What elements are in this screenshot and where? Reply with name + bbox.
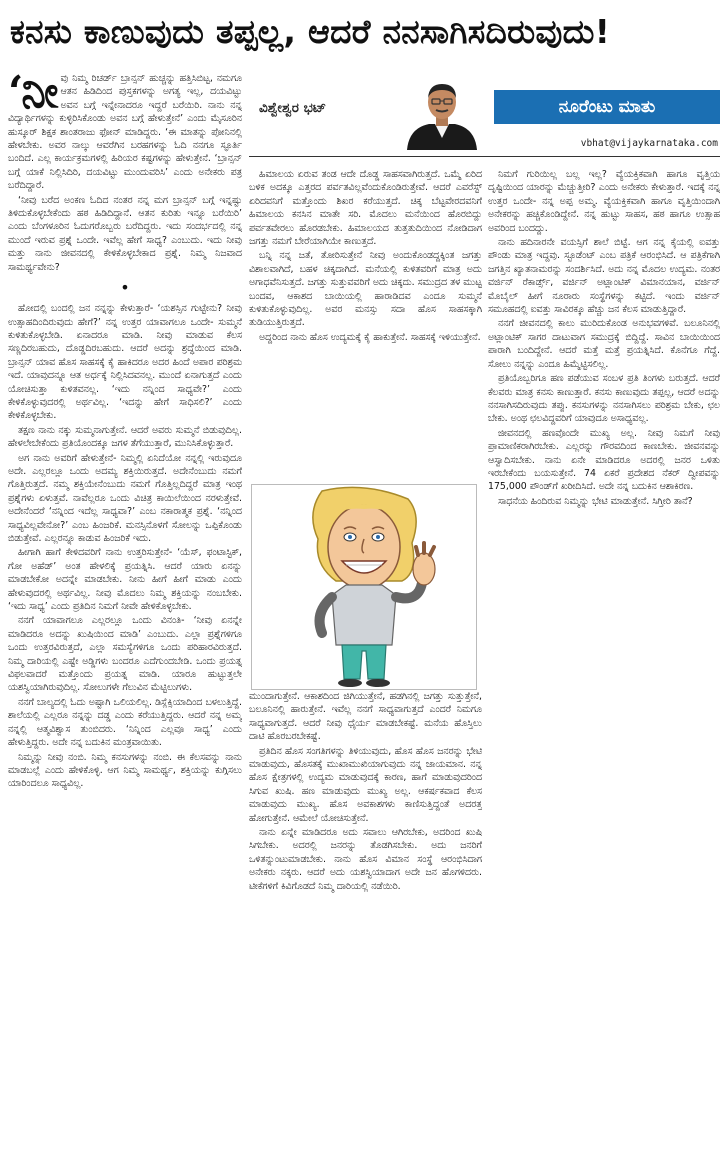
paragraph: ಮುಂದಾಗುತ್ತೇನೆ. ಆಕಾಶದಿಂದ ಜಿಗಿಯುತ್ತೇನೆ, ಹಡಗಿನಲ್ಲಿ ಜಗತ್ತು ಸುತ್ತುತ್ತೇನೆ, ಬಲೂನಿನಲ್ಲಿ ಹಾರುತ್ತೇನೆ. ಇವೆಲ್ಲ ನನಗೆ ಸಾಧ್ಯವಾಗುತ್ತದೆ ಎಂದರೆ ನಿಮಗೂ ಸಾಧ್ಯವಾಗುತ್ತದೆ. ಆದರೆ ನೀವು ಧೈರ್ಯ ಮಾಡಬೇಕಷ್ಟೆ. ಮನೆಯ ಹೊಸ್ತಿಲು ದಾಟಿ ಹೊರಬರಬೇಕಷ್ಟೆ. <box>249 691 482 743</box>
paragraph: ಅಗ ನಾನು ಅವರಿಗೆ ಹೇಳುತ್ತೇನೆ- ನಿಮ್ಮಲ್ಲಿ ಏನಿದೆಯೋ ನನ್ನಲ್ಲಿ ಇರುವುದೂ ಅದೇ. ಎಲ್ಲರಲ್ಲೂ ಒಂದು ಅದಮ್ಯ ಶಕ್ತಿಯಿರುತ್ತದೆ. ಅದೇನೆಂಬುದು ನಮಗೆ ಗೊತ್ತಿರುತ್ತದೆ. ನಮ್ಮ ಶಕ್ತಿಯೇನೆಂಬುದು ನಮಗೆ ಗೊತ್ತಿಲ್ಲದಿದ್ದರೆ ಮಾತ್ರ ಇಂಥ ಪ್ರಶ್ನೆಗಳು ಏಳುತ್ತವೆ. ನಾವೆಲ್ಲರೂ ಒಂದು ವಿಚಿತ್ರ ಕಾಯಿಲೆಯಿಂದ ನರಳುತ್ತೇವೆ. ಅದೇನೆಂದರೆ ‘ನನ್ನಿಂದ ಇದೆಲ್ಲ ಸಾಧ್ಯವಾ?’ ಎಂಬ ನಕಾರಾತ್ಮಕ ಪ್ರಶ್ನೆ. ‘ನನ್ನಿಂದ ಸಾಧ್ಯವಿಲ್ಲವೇನೋ?’ ಎಂಬ ಹಿಂಜರಿಕೆ. ಮನಸ್ಸಿನೊಳಗೆ ಸೋಲನ್ನು ಒಪ್ಪಿಕೊಂಡು ಬಿಡುತ್ತೇವೆ. ಎಲ್ಲರನ್ನೂ ಕಾಡುವ ಹಿಂಜರಿಕೆ ಇದು. <box>8 452 242 544</box>
headline: ಕನಸು ಕಾಣುವುದು ತಪ್ಪಲ್ಲ, ಆದರೆ ನನಸಾಗಿಸದಿರುವುದು! <box>10 12 611 51</box>
article-column-1 <box>8 72 242 1148</box>
paragraph: ಸಾಧನೆಯ ಹಿಂದಿರುವ ನಿಮ್ಮನ್ನು ಭೇಟಿ ಮಾಡುತ್ತೇನೆ. ಸಿಗ್ತೀರಿ ತಾನೆ? <box>498 495 693 507</box>
paragraph: ಹೀಗಾಗಿ ಹಾಗೆ ಕೇಳಿದವರಿಗೆ ನಾನು ಉತ್ತರಿಸುತ್ತೇನೆ- ‘ಯೆಸ್, ಫಂಟಾಸ್ಟಿಕ್, ಗೋ ಅಹೆಡ್’ ಅಂತ ಹೇಳಲಿಕ್ಕೆ ಪ್ರಯತ್ನಿಸಿ. ಆದರೆ ಯಾರು ಏನನ್ನು ಮಾಡಬೇಕೋ ಅದನ್ನೇ ಮಾಡಬೇಕು. ನೀನು ಹೀಗೆ ಹೀಗೆ ಮಾಡು ಎಂದು ಹೇಳುವುದರಲ್ಲಿ ಅರ್ಥವಿಲ್ಲ. ನೀವು ಮೊದಲು ನಿಮ್ಮ ಶಕ್ತಿಯನ್ನು ನಂಬಬೇಕು. ‘ಇದು ಸಾಧ್ಯ’ ಎಂದು ಪ್ರತಿದಿನ ನಿಮಗೆ ನೀವೇ ಹೇಳಿಕೊಳ್ಳಬೇಕು. <box>8 547 242 613</box>
paragraph: ಹೋದಲ್ಲಿ ಬಂದಲ್ಲಿ ಜನ ನನ್ನನ್ನು ಕೇಳುತ್ತಾರೆ- ‘ಯಶಸ್ಸಿನ ಗುಟ್ಟೇನು? ನೀವು ಉತ್ಸಾಹದಿಂದಿರುವುದು ಹೇಗೆ?’ ನನ್ನ ಉತ್ತರ ಯಾವಾಗಲೂ ಒಂದೇ- ಸುಮ್ಮನೆ ಕುಳಿತುಕೊಳ್ಳಬೇಡಿ. ಏನಾದರೂ ಮಾಡಿ. ನೀವು ಮಾಡುವ ಕೆಲಸ ಸಣ್ಣದಿರಬಹುದು, ದೊಡ್ಡದಿರಬಹುದು. ಆದರೆ ಅದನ್ನು ಶ್ರದ್ಧೆಯಿಂದ ಮಾಡಿ. ಬ್ರಾನ್ಸನ್ ಯಾವ ಹೊಸ ಸಾಹಸಕ್ಕೆ ಕೈ ಹಾಕಿದರೂ ಅದರ ಹಿಂದೆ ಅಪಾರ ಪರಿಶ್ರಮ ಇದೆ. ಯಾವುದನ್ನೂ ಆತ ಅರ್ಧಕ್ಕೆ ನಿಲ್ಲಿಸಿದವನಲ್ಲ. ಮುಂದೆ ಏನಾಗುತ್ತದೆ ಎಂದು ಯೋಚಿಸುತ್ತಾ ಕುಳಿತವನಲ್ಲ. ‘ಇದು ನನ್ನಿಂದ ಸಾಧ್ಯವೇ?’ ಎಂದು ಕೇಳಿಕೊಳ್ಳುವುದರಲ್ಲಿ ಅರ್ಥವಿಲ್ಲ. ‘ಇದನ್ನು ಹೇಗೆ ಸಾಧಿಸಲಿ?’ ಎಂದು ಕೇಳಿಕೊಳ್ಳಬೇಕು. <box>8 303 242 422</box>
caricature-illustration <box>251 484 477 690</box>
drop-cap: ‘ನೀ <box>8 72 57 118</box>
paragraph: ಪ್ರತಿಯೊಬ್ಬರಿಗೂ ಹಣ ಪಡೆಯುವ ಸಂಬಳ ಪ್ರತಿ ತಿಂಗಳು ಬರುತ್ತದೆ. ಆದರೆ ಕೆಲವರು ಮಾತ್ರ ಕನಸು ಕಾಣುತ್ತಾರೆ. ಕನಸು ಕಾಣುವುದು ತಪ್ಪಲ್ಲ, ಆದರೆ ಅದನ್ನು ನನಸಾಗಿಸದಿರುವುದು ತಪ್ಪು. ಕನಸುಗಳನ್ನು ನನಸಾಗಿಸಲು ಪರಿಶ್ರಮ ಬೇಕು, ಛಲ ಬೇಕು. ಅಂಥ ಛಲವಿದ್ದವರಿಗೆ ಯಾವುದೂ ಅಸಾಧ್ಯವಲ್ಲ. <box>488 373 720 425</box>
paragraph: ಜೀವನದಲ್ಲಿ ಹಣವೊಂದೇ ಮುಖ್ಯ ಅಲ್ಲ. ನೀವು ನಿಮಗೆ ನೀವು ಪ್ರಾಮಾಣಿಕರಾಗಿರಬೇಕು. ಎಲ್ಲರನ್ನು ಗೌರವದಿಂದ ಕಾಣಬೇಕು. ಜೀವನವನ್ನು ಆಸ್ವಾದಿಸಬೇಕು. ನಾನು ಏನೇ ಮಾಡಿದರೂ ಅದರಲ್ಲಿ ಜನರ ಒಳಿತು ಇರಬೇಕೆಂದು ಬಯಸುತ್ತೇನೆ. 74 ಏಕರೆ ಪ್ರದೇಶದ ನೆಕರ್ ದ್ವೀಪವನ್ನು 175,000 ಪೌಂಡ್‌ಗೆ ಖರೀದಿಸಿದೆ. ಅದೇ ನನ್ನ ಬದುಕಿನ ಆಶಾಕಿರಣ. <box>488 427 720 493</box>
article-column-3 <box>488 168 720 1148</box>
paragraph: ತಕ್ಷಣ ನಾನು ನಕ್ಕು ಸುಮ್ಮನಾಗುತ್ತೇನೆ. ಆದರೆ ಅವರು ಸುಮ್ಮನೆ ಬಿಡುವುದಿಲ್ಲ. ಹೇಳಲೇಬೇಕೆಂದು ಪ್ರತಿಯೊಂದಕ್ಕೂ ಜಗಳ ತೆಗೆಯುತ್ತಾರೆ, ಮುನಿಸಿಕೊಳ್ಳುತ್ತಾರೆ. <box>8 424 242 450</box>
paragraph: ವು ನಿಮ್ಮ ರಿಚರ್ಡ್ ಬ್ರಾನ್ಸನ್ ಹುಚ್ಚನ್ನು ಹತ್ತಿಸಿಬಿಟ್ಟ, ನಮಗೂ ಆತನ ಹಿಡಿದಿಂದ ಪುಸ್ತಕಗಳನ್ನು ಅಗತ್ಯ ಇಲ್ಲ, ದಯವಿಟ್ಟು ಅವನ ಬಗ್ಗೆ ಇನ್ನೇನಾದರೂ ಇದ್ದರೆ ಬರೆಯಿರಿ. ನಾನು ನನ್ನ ವಿದ್ಯಾರ್ಥಿಗಳನ್ನು ಕುಳ್ಳಿರಿಸಿಕೊಂಡು ಅವನ ಬಗ್ಗೆ ಹೇಳುತ್ತೇನೆ’ ಎಂದು ಮೈಸೂರಿನ ಹುಸ್ಕೂರ್ ಶಿಕ್ಷಕ ಶಾಂತರಾಜು ಫೋನ್ ಮಾಡಿದ್ದರು. ‘ಈ ಮಾತನ್ನು ಪೋನಿನಲ್ಲಿ ಹೇಳಬೇಕು. ಅವರ ನಾಲ್ಕು ಆವರೆಗಿನ ಬರಹಗಳನ್ನು ಓದಿ ನನಗೂ ಸ್ಫೂರ್ತಿ ಬಂದಿದೆ. ಎಲ್ಲ ಕಾರ್ಯಕ್ರಮಗಳಲ್ಲಿ ಹಿರಿಯರ ಕಷ್ಟಗಳನ್ನು ಹೇಳುತ್ತೇನೆ. ‘ಬ್ರಾನ್ಸನ್ ಬಗ್ಗೆ ಯಾಕೆ ನಿಲ್ಲಿಸಿದಿರಿ, ದಯವಿಟ್ಟು ಮುಂದುವರಿಸಿ’ ಎಂದು ಅನೇಕರು ಪತ್ರ ಬರೆದಿದ್ದಾರೆ. <box>8 73 242 192</box>
column-banner <box>249 72 720 152</box>
paragraph: ‘ನೀವು ಬರೆದ ಅಂಕಣ ಓದಿದ ನಂತರ ನನ್ನ ಮಗ ಬ್ರಾನ್ಸನ್ ಬಗ್ಗೆ ಇನ್ನಷ್ಟು ತಿಳಿದುಕೊಳ್ಳಬೇಕೆಂದು ಹಠ ಹಿಡಿದಿದ್ದಾನೆ. ಆತನ ಕುರಿತು ಇನ್ನೂ ಬರೆಯಿರಿ’ ಎಂದು ಬೆಂಗಳೂರಿನ ಓದುಗರೊಬ್ಬರು ಬರೆದಿದ್ದರು. ಇದು ಸಂದರ್ಭದಲ್ಲಿ ನನ್ನ ಮುಂದೆ ಇರುವ ಪ್ರಶ್ನೆ ಒಂದೇ. ಇವೆಲ್ಲ ಹೇಗೆ ಸಾಧ್ಯ? ಎಂಬುದು. ಇದು ನೀವು ಮತ್ತು ನಾನು ಜೀವನದಲ್ಲಿ ಕೇಳಿಕೊಳ್ಳಬೇಕಾದ ಪ್ರಶ್ನೆ. ನಿಮ್ಮ ನಿಜವಾದ ಸಾಮರ್ಥ್ಯವೇನು? <box>8 194 242 273</box>
article-column-2-bottom <box>249 690 482 1148</box>
banner-rule <box>249 156 720 157</box>
paragraph: ಪ್ರತಿದಿನ ಹೊಸ ಸಂಗತಿಗಳನ್ನು ತಿಳಿಯುವುದು, ಹೊಸ ಹೊಸ ಜನರನ್ನು ಭೇಟಿ ಮಾಡುವುದು, ಹೊಸತಕ್ಕೆ ಮುಖಾಮುಖಿಯಾಗುವುದು ನನ್ನ ಜಾಯಮಾನ. ನನ್ನ ಹೊಸ ಕ್ಷೇತ್ರಗಳಲ್ಲಿ ಉದ್ಯಮ ಮಾಡುವುದಕ್ಕೆ ಕಾರಣ, ಹಾಗೆ ಮಾಡುವುದರಿಂದ ಸಿಗುವ ಖುಷಿ. ಹಣ ಮಾಡುವುದು ಮುಖ್ಯ ಅಲ್ಲ. ಆಕರ್ಷಕವಾದ ಕೆಲಸ ಮಾಡುವುದು ಮುಖ್ಯ. ಹೊಸ ಅವಕಾಶಗಳು ಕಾಣಿಸುತ್ತಿದ್ದಂತೆ ಅದರತ್ತ ಹೋಗುತ್ತೇನೆ. ಆಮೇಲೆ ಯೋಚಿಸುತ್ತೇನೆ. <box>249 745 482 824</box>
author-photo <box>401 78 483 150</box>
author-byline: ವಿಶ್ವೇಶ್ವರ ಭಟ್ <box>259 100 327 116</box>
paragraph: ನನಗೆ ಯಾವಾಗಲೂ ಎಲ್ಲರಲ್ಲೂ ಒಂದು ವಿನಂತಿ- ‘ನೀವು ಏನನ್ನೇ ಮಾಡಿದರೂ ಅದನ್ನು ಖುಷಿಯಿಂದ ಮಾಡಿ’ ಎಂಬುದು. ಎಲ್ಲಾ ಪ್ರಶ್ನೆಗಳಿಗೂ ಒಂದು ಉತ್ತರವಿರುತ್ತದೆ, ಎಲ್ಲಾ ಸಮಸ್ಯೆಗಳಿಗೂ ಒಂದು ಪರಿಹಾರವಿರುತ್ತದೆ. ನಿಮ್ಮ ದಾರಿಯಲ್ಲಿ ಎಷ್ಟೇ ಅಡ್ಡಿಗಳು ಬಂದರೂ ಎದೆಗುಂದಬೇಡಿ. ಒಂದು ಪ್ರಯತ್ನ ವಿಫಲವಾದರೆ ಮತ್ತೊಂದು ಪ್ರಯತ್ನ ಮಾಡಿ. ಯಾರೂ ಹುಟ್ಟುತ್ತಲೇ ಯಶಸ್ವಿಯಾಗಿರುವುದಿಲ್ಲ. ಸೋಲುಗಳೇ ಗೆಲುವಿನ ಮೆಟ್ಟಿಲುಗಳು. <box>8 615 242 694</box>
article-column-2-top <box>249 168 482 472</box>
paragraph: ಹಿಮಾಲಯ ಏರುವ ತಂಡ ಆದೇ ದೊಡ್ಡ ಸಾಹಸವಾಗಿರುತ್ತದೆ. ಒಮ್ಮೆ ಏರಿದ ಬಳಿಕ ಅದಕ್ಕೂ ಎತ್ತರದ ಪರ್ವತವಿಲ್ಲವೆಂದುಕೊಂಡಿರುತ್ತೇವೆ. ಆದರೆ ಎವರೆಸ್ಟ್ ಏರಿದವನಿಗೆ ಮತ್ತೊಂದು ಶಿಖರ ಕರೆಯುತ್ತದೆ. ಚಿಕ್ಕ ಬೆಟ್ಟವೇರದವನಿಗೆ ಹಿಮಾಲಯ ಕನಸಿನ ಮಾತೇ ಸರಿ. ಮೊದಲು ಮನೆಯಿಂದ ಹೊರಬಿದ್ದು ಪರ್ವತವೇರಲು ಹೊರಡಬೇಕು. ಹಿಮಾಲಯದ ತುತ್ತತುದಿಯಿಂದ ನೋಡಿದಾಗ ಜಗತ್ತು ನಮಗೆ ಬೇರೆಯಾಗಿಯೇ ಕಾಣುತ್ತದೆ. <box>249 169 482 248</box>
paragraph: ಅದ್ದರಿಂದ ನಾನು ಹೊಸ ಉದ್ಯಮಕ್ಕೆ ಕೈ ಹಾಕುತ್ತೇನೆ. ಸಾಹಸಕ್ಕೆ ಇಳಿಯುತ್ತೇನೆ. <box>259 331 481 343</box>
author-email: vbhat@vijaykarnataka.com <box>580 138 718 149</box>
paragraph: ನಾನು ಏನ್ನೇ ಮಾಡಿದರೂ ಅದು ಸವಾಲು ಆಗಿರಬೇಕು, ಅದರಿಂದ ಖುಷಿ ಸಿಗಬೇಕು. ಅದರಲ್ಲಿ ಜನರನ್ನು ತೊಡಗಿಸಬೇಕು. ಅದು ಜನರಿಗೆ ಒಳಿತನ್ನುಂಟುಮಾಡಬೇಕು. ನಾನು ಹೊಸ ವಿಮಾನ ಸಂಸ್ಥೆ ಆರಂಭಿಸಿದಾಗ ಅನೇಕರು ನಕ್ಕರು. ಆದರೆ ಅದು ಯಶಸ್ವಿಯಾದಾಗ ಅದೇ ಜನ ಹೊಗಳಿದರು. ಟೀಕೆಗಳಿಗೆ ಕಿವಿಗೊಡದೆ ನಿಮ್ಮ ದಾರಿಯಲ್ಲಿ ನಡೆಯಿರಿ. <box>249 827 482 892</box>
paragraph: ನಿಮಗೆ ಗುರಿಯಿಲ್ಲ ಬಲ್ಲ ಇಲ್ಲ? ವ್ಯೆಯಕ್ತಿಕವಾಗಿ ಹಾಗೂ ವೃತ್ತಿಯ ದೃಷ್ಟಿಯಿಂದ ಯಾರನ್ನು ಮೆಚ್ಚುತ್ತೀರಿ? ಎಂದು ಅನೇಕರು ಕೇಳುತ್ತಾರೆ. ಇದಕ್ಕೆ ನನ್ನ ಉತ್ತರ ಒಂದೇ- ನನ್ನ ಅಪ್ಪ ಅಮ್ಮ. ವ್ಯೆಯಕ್ತಿಕವಾಗಿ ಹಾಗೂ ವೃತ್ತಿಯಿಂದಾಗಿ ಅನೇಕರನ್ನು ಹಚ್ಚಿಕೊಂಡಿದ್ದೇನೆ. ನನ್ನ ಹುಟ್ಟು ಸಾಹಸ, ಹಠ ಹಾಗೂ ಉತ್ಸಾಹ ಅವರಿಂದ ಬಂದದ್ದು. <box>488 169 720 234</box>
paragraph: ನನಗೆ ಬಾಲ್ಯದಲ್ಲಿ ಓದು ಅಷ್ಟಾಗಿ ಒಲಿಯಲಿಲ್ಲ. ಡಿಸ್ಲೆಕ್ಸಿಯಾದಿಂದ ಬಳಲುತ್ತಿದ್ದೆ. ಶಾಲೆಯಲ್ಲಿ ಎಲ್ಲರೂ ನನ್ನನ್ನು ದಡ್ಡ ಎಂದು ಕರೆಯುತ್ತಿದ್ದರು. ಆದರೆ ನನ್ನ ಅಮ್ಮ ನನ್ನಲ್ಲಿ ಆತ್ಮವಿಶ್ವಾಸ ತುಂಬಿದರು. ‘ನಿನ್ನಿಂದ ಎಲ್ಲವೂ ಸಾಧ್ಯ’ ಎಂದು ಹೇಳುತ್ತಿದ್ದರು. ಅದೇ ನನ್ನ ಬದುಕಿನ ಮಂತ್ರವಾಯಿತು. <box>8 696 242 749</box>
column-name-banner: ನೂರೆಂಟು ಮಾತು <box>494 90 720 124</box>
paragraph: ಬನ್ನಿ ನನ್ನ ಜತೆ, ತೋರಿಸುತ್ತೇನೆ ನೀವು ಅಂದುಕೊಂಡದ್ದಕ್ಕಿಂತ ಜಗತ್ತು ವಿಶಾಲವಾಗಿದೆ, ಬಹಳ ಚಿಕ್ಕದಾಗಿದೆ. ಮನೆಯಲ್ಲಿ ಕುಳಿತವರಿಗೆ ಮಾತ್ರ ಅದು ಅಗಾಧವೆನಿಸುತ್ತದೆ. ಜಗತ್ತು ಸುತ್ತುವವರಿಗೆ ಅದು ಚಿಕ್ಕದು. ಸಮುದ್ರದ ತಳ ಮುಟ್ಟ ಬಂದವ, ಆಕಾಶದ ಬಾಯಿಯಲ್ಲಿ ಹಾರಾಡಿದವ ಎಂದೂ ಸುಮ್ಮನೆ ಕುಳಿತುಕೊಳ್ಳುವುದಿಲ್ಲ. ಅವರ ಮನಸ್ಸು ಸದಾ ಹೊಸ ಸಾಹಸಕ್ಕಾಗಿ ತುಡಿಯುತ್ತಿರುತ್ತದೆ. <box>249 250 482 329</box>
paragraph: ನನಗೆ ಜೀವನದಲ್ಲಿ ಕಾಲು ಮುರಿದುಕೊಂಡ ಅನುಭವಗಳಿವೆ. ಬಲೂನಿನಲ್ಲಿ ಅಟ್ಲಾಂಟಿಕ್ ಸಾಗರ ದಾಟುವಾಗ ಸಮುದ್ರಕ್ಕೆ ಬಿದ್ದಿದ್ದೆ. ಸಾವಿನ ಬಾಯಿಯಿಂದ ಪಾರಾಗಿ ಬಂದಿದ್ದೇನೆ. ಆದರೆ ಮತ್ತೆ ಮತ್ತೆ ಪ್ರಯತ್ನಿಸಿದೆ. ಕೊನೆಗೂ ಗೆದ್ದೆ. ಸೋಲು ನನ್ನನ್ನು ಎಂದೂ ಹಿಮ್ಮೆಟ್ಟಿಸಲಿಲ್ಲ. <box>488 318 720 370</box>
paragraph: ನಿಮ್ಮನ್ನು ನೀವು ನಂಬಿ. ನಿಮ್ಮ ಕನಸುಗಳನ್ನು ನಂಬಿ. ಈ ಕೆಲಸವನ್ನು ನಾನು ಮಾಡಬಲ್ಲೆ ಎಂದು ಹೇಳಿಕೊಳ್ಳಿ. ಆಗ ನಿಮ್ಮ ಸಾಮರ್ಥ್ಯ, ಶಕ್ತಿಯನ್ನು ಕುಗ್ಗಿಸಲು ಯಾರಿಂದಲೂ ಸಾಧ್ಯವಿಲ್ಲ. <box>8 751 242 790</box>
paragraph: ನಾನು ಹದಿನಾರನೇ ವಯಸ್ಸಿಗೆ ಶಾಲೆ ಬಿಟ್ಟೆ. ಆಗ ನನ್ನ ಕೈಯಲ್ಲಿ ಐವತ್ತು ಪೌಂಡು ಮಾತ್ರ ಇದ್ದವು. ಸ್ಟೂಡೆಂಟ್ ಎಂಬ ಪತ್ರಿಕೆ ಆರಂಭಿಸಿದೆ. ಆ ಪತ್ರಿಕೆಗಾಗಿ ಜಗತ್ತಿನ ಖ್ಯಾತನಾಮರನ್ನು ಸಂದರ್ಶಿಸಿದೆ. ಅದು ನನ್ನ ಮೊದಲ ಉದ್ಯಮ. ನಂತರ ವರ್ಜಿನ್ ರೆಕಾರ್ಡ್ಸ್, ವರ್ಜಿನ್ ಅಟ್ಲಾಂಟಿಕ್ ವಿಮಾನಯಾನ, ವರ್ಜಿನ್ ಮೊಬೈಲ್ ಹೀಗೆ ನೂರಾರು ಸಂಸ್ಥೆಗಳನ್ನು ಕಟ್ಟಿದೆ. ಇಂದು ವರ್ಜಿನ್ ಸಮೂಹದಲ್ಲಿ ಐವತ್ತು ಸಾವಿರಕ್ಕೂ ಹೆಚ್ಚು ಜನ ಕೆಲಸ ಮಾಡುತ್ತಿದ್ದಾರೆ. <box>488 237 720 316</box>
section-divider-bullet: • <box>120 278 130 298</box>
